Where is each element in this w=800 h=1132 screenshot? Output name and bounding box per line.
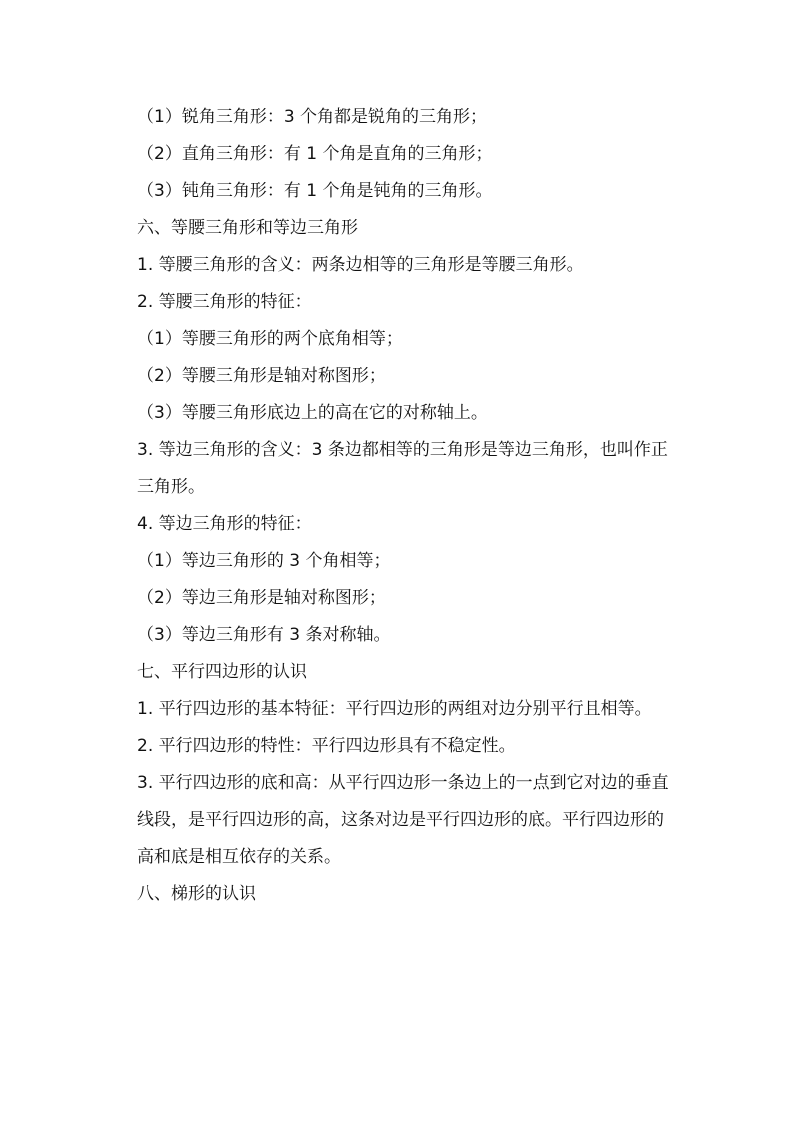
equilateral-feature-2: （2）等边三角形是轴对称图形；: [137, 588, 386, 608]
equilateral-feature-3: （3）等边三角形有 3 条对称轴。: [137, 625, 391, 645]
isosceles-feature-2: （2）等腰三角形是轴对称图形；: [137, 366, 386, 386]
equilateral-feature-1: （1）等边三角形的 3 个角相等；: [137, 551, 391, 571]
section-heading-trapezoid: 八、梯形的认识: [137, 884, 256, 904]
acute-triangle-definition: （1）锐角三角形：3 个角都是锐角的三角形；: [137, 107, 488, 127]
parallelogram-basic-feature: 1. 平行四边形的基本特征：平行四边形的两组对边分别平行且相等。: [137, 699, 652, 719]
section-heading-parallelogram: 七、平行四边形的认识: [137, 662, 307, 682]
parallelogram-property: 2. 平行四边形的特性：平行四边形具有不稳定性。: [137, 736, 516, 756]
equilateral-meaning: 3. 等边三角形的含义：3 条边都相等的三角形是等边三角形，也叫作正三角形。: [137, 440, 668, 497]
right-triangle-definition: （2）直角三角形：有 1 个角是直角的三角形；: [137, 144, 493, 164]
isosceles-features-title: 2. 等腰三角形的特征：: [137, 292, 312, 312]
document-body: [137, 99, 677, 913]
isosceles-feature-3: （3）等腰三角形底边上的高在它的对称轴上。: [137, 403, 488, 423]
isosceles-feature-1: （1）等腰三角形的两个底角相等；: [137, 329, 403, 349]
parallelogram-base-height: 3. 平行四边形的底和高：从平行四边形一条边上的一点到它对边的垂直线段，是平行四边形的高，这条对边是平行四边形的底。平行四边形的高和底是相互依存的关系。: [137, 773, 669, 867]
isosceles-meaning: 1. 等腰三角形的含义：两条边相等的三角形是等腰三角形。: [137, 255, 584, 275]
obtuse-triangle-definition: （3）钝角三角形：有 1 个角是钝角的三角形。: [137, 181, 493, 201]
equilateral-features-title: 4. 等边三角形的特征：: [137, 514, 312, 534]
section-heading-isosceles-equilateral: 六、等腰三角形和等边三角形: [137, 218, 358, 238]
